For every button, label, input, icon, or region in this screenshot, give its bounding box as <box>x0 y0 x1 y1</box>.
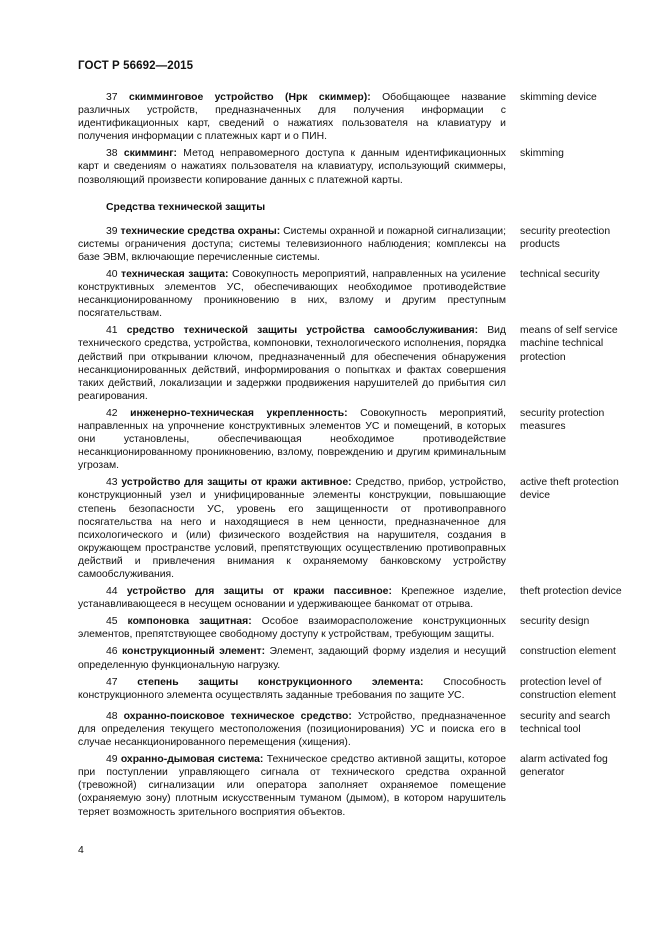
term-definition: Совокупность мероприятий, направленных на упрочнение конструктивных элементов УС и помещений, в которых они установлены, обеспечивающая необходимое противодействие несанкционированному проникновению, взлому, повреждению и другим криминальным угрозам. <box>78 407 507 472</box>
term-number: 41 <box>106 325 118 337</box>
term-english: security design <box>520 616 590 628</box>
term-definition-block <box>78 91 506 143</box>
term-definition-block <box>78 753 506 818</box>
term-definition-block <box>78 476 506 581</box>
term-entry-45 <box>78 615 638 641</box>
term-number: 38 <box>106 148 118 160</box>
term-english: means of self service machine technical protection <box>520 325 618 363</box>
term-entry-44 <box>78 585 638 611</box>
term-number: 42 <box>106 407 118 419</box>
term-entry-42 <box>78 407 638 472</box>
term-definition-block <box>78 147 506 186</box>
term-english: skimming device <box>520 92 597 103</box>
term-title: компоновка защитная: <box>127 616 252 628</box>
term-number: 45 <box>106 616 118 628</box>
term-number: 43 <box>106 477 118 489</box>
term-title: скимминг: <box>123 148 178 160</box>
page-number: 4 <box>78 845 84 856</box>
term-definition: Техническое средство активной защиты, которое при поступлении управляющего сигнала от технического средства охранной (тревожной) сигнализации или оператора заполняет охраняемое помещение (охраняемую зону) плотным искусственным туманом (дымом), в котором нарушитель теряет возможность зрительного восприятия объектов. <box>78 754 506 818</box>
term-english: alarm activated fog generator <box>520 754 608 779</box>
term-definition-block <box>78 710 506 749</box>
term-title: степень защиты конструкционного элемента: <box>137 676 424 688</box>
term-definition: Системы охранной и пожарной сигнализации; системы ограничения доступа; системы телевизионного наблюдения; комплексы на базе ЭВМ, включающие перечисленные системы. <box>78 225 506 263</box>
term-english: active theft protection device <box>520 477 619 502</box>
term-title: технические средства охраны: <box>120 225 281 237</box>
term-title: устройство для защиты от кражи пассивное: <box>126 586 392 598</box>
term-definition-block <box>78 645 506 671</box>
term-definition: Способность конструкционного элемента осуществлять заданные требования по защите УС. <box>78 676 506 701</box>
term-definition: Метод неправомерного доступа к данным идентификационных карт и сведениям о нажатиях пользователя на клавиатуру, использующий скиммеры, позволяющий произвести копирование данных с платежной карты. <box>78 148 507 186</box>
term-definition-block <box>78 407 506 472</box>
term-english: security and search technical tool <box>520 710 611 735</box>
term-title: скимминговое устройство (Нрк скиммер): <box>128 92 371 103</box>
term-definition: Средство, прибор, устройство, конструкционный узел и унифицированные элементы конструкции, повышающие степень безопасности УС, уровень его защищенности от противоправного посягательства на него и находящиеся в нем ценности, предназначенное для психологического и (или) физического воздействия на нарушителя, создания в окружающем пространстве условий, препятствующих осуществлению противоправных действий и привлечения внимания к охраняемому банковскому устройству самообслуживания. <box>78 477 507 580</box>
term-entry-38 <box>78 147 638 186</box>
term-number: 48 <box>106 710 118 722</box>
term-entry-43 <box>78 476 638 581</box>
term-entry-41 <box>78 324 638 403</box>
term-title: инженерно-техническая укрепленность: <box>130 407 348 419</box>
term-english: theft protection device <box>520 586 622 598</box>
term-number: 39 <box>106 225 118 237</box>
term-entry-39 <box>78 225 638 264</box>
term-definition-block <box>78 585 506 611</box>
term-entry-46 <box>78 645 638 671</box>
term-english: protection level of construction element <box>520 676 616 701</box>
term-number: 40 <box>106 268 118 280</box>
term-entry-40 <box>78 268 638 320</box>
term-entry-49 <box>78 753 638 818</box>
term-title: конструкционный элемент: <box>122 646 266 658</box>
term-definition: Крепежное изделие, устанавливающееся в несущем основании и удерживающее банкомат от отрыва. <box>78 586 507 611</box>
term-definition-block <box>78 268 506 320</box>
term-entry-47 <box>78 676 638 702</box>
term-title: средство технической защиты устройства самообслуживания: <box>126 325 479 337</box>
term-definition: Устройство, предназначенное для определения текущего местоположения (позиционирования) УС и поиска его в случае несанкционированного перемещения (хищения). <box>78 710 506 749</box>
term-number: 37 <box>106 92 118 103</box>
term-title: устройство для защиты от кражи активное: <box>121 477 352 489</box>
term-english: security protection measures <box>520 407 605 432</box>
term-number: 47 <box>106 676 118 688</box>
term-definition-block <box>78 225 506 264</box>
term-english: skimming <box>520 148 564 160</box>
term-definition: Обобщающее название различных устройств, предназначенных для получения информации с идентификационных карт, сведений о нажатиях пользователя на клавиатуру и получения информации с платежных карт и о ПИН. <box>78 92 506 143</box>
term-english: security preotection products <box>520 225 611 250</box>
term-number: 49 <box>106 754 118 766</box>
term-definition: Особое взаиморасположение конструкционных элементов, препятствующее свободному доступу к устройствам, требующим защиты. <box>78 616 506 641</box>
term-entry-48 <box>78 710 638 749</box>
term-title: охранно-поисковое техническое средство: <box>123 710 352 722</box>
term-definition-block <box>78 676 506 702</box>
term-entry-37 <box>78 91 638 143</box>
document-header: ГОСТ Р 56692—2015 <box>78 60 194 72</box>
term-definition-block <box>78 615 506 641</box>
term-definition: Элемент, задающий форму изделия и несущий определенную функциональную нагрузку. <box>78 646 507 671</box>
term-definition-block <box>78 324 506 403</box>
document-body <box>78 91 638 823</box>
term-english: technical security <box>520 268 600 280</box>
term-title: охранно-дымовая система: <box>120 754 264 766</box>
term-english: construction element <box>520 646 616 658</box>
section-heading: Средства технической защиты <box>106 201 266 213</box>
term-number: 44 <box>106 586 118 598</box>
term-title: техническая защита: <box>121 268 229 280</box>
term-definition: Вид технического средства, устройства, компоновки, технологического исполнения, порядка действий при открывании ключом, предназначенный для обеспечения обнаружения несанкционированных действий, информирования о попытках и фактах совершения таких действий, локализации и задержки продвижения нарушителей до прибытия сил реагирования. <box>78 325 506 402</box>
term-number: 46 <box>106 646 118 658</box>
term-definition: Совокупность мероприятий, направленных на усиление конструктивных элементов УС, обеспечивающих необходимое противодействие несанкционированному проникновению в них, взлому и другим преступным посягательствам. <box>78 268 506 320</box>
